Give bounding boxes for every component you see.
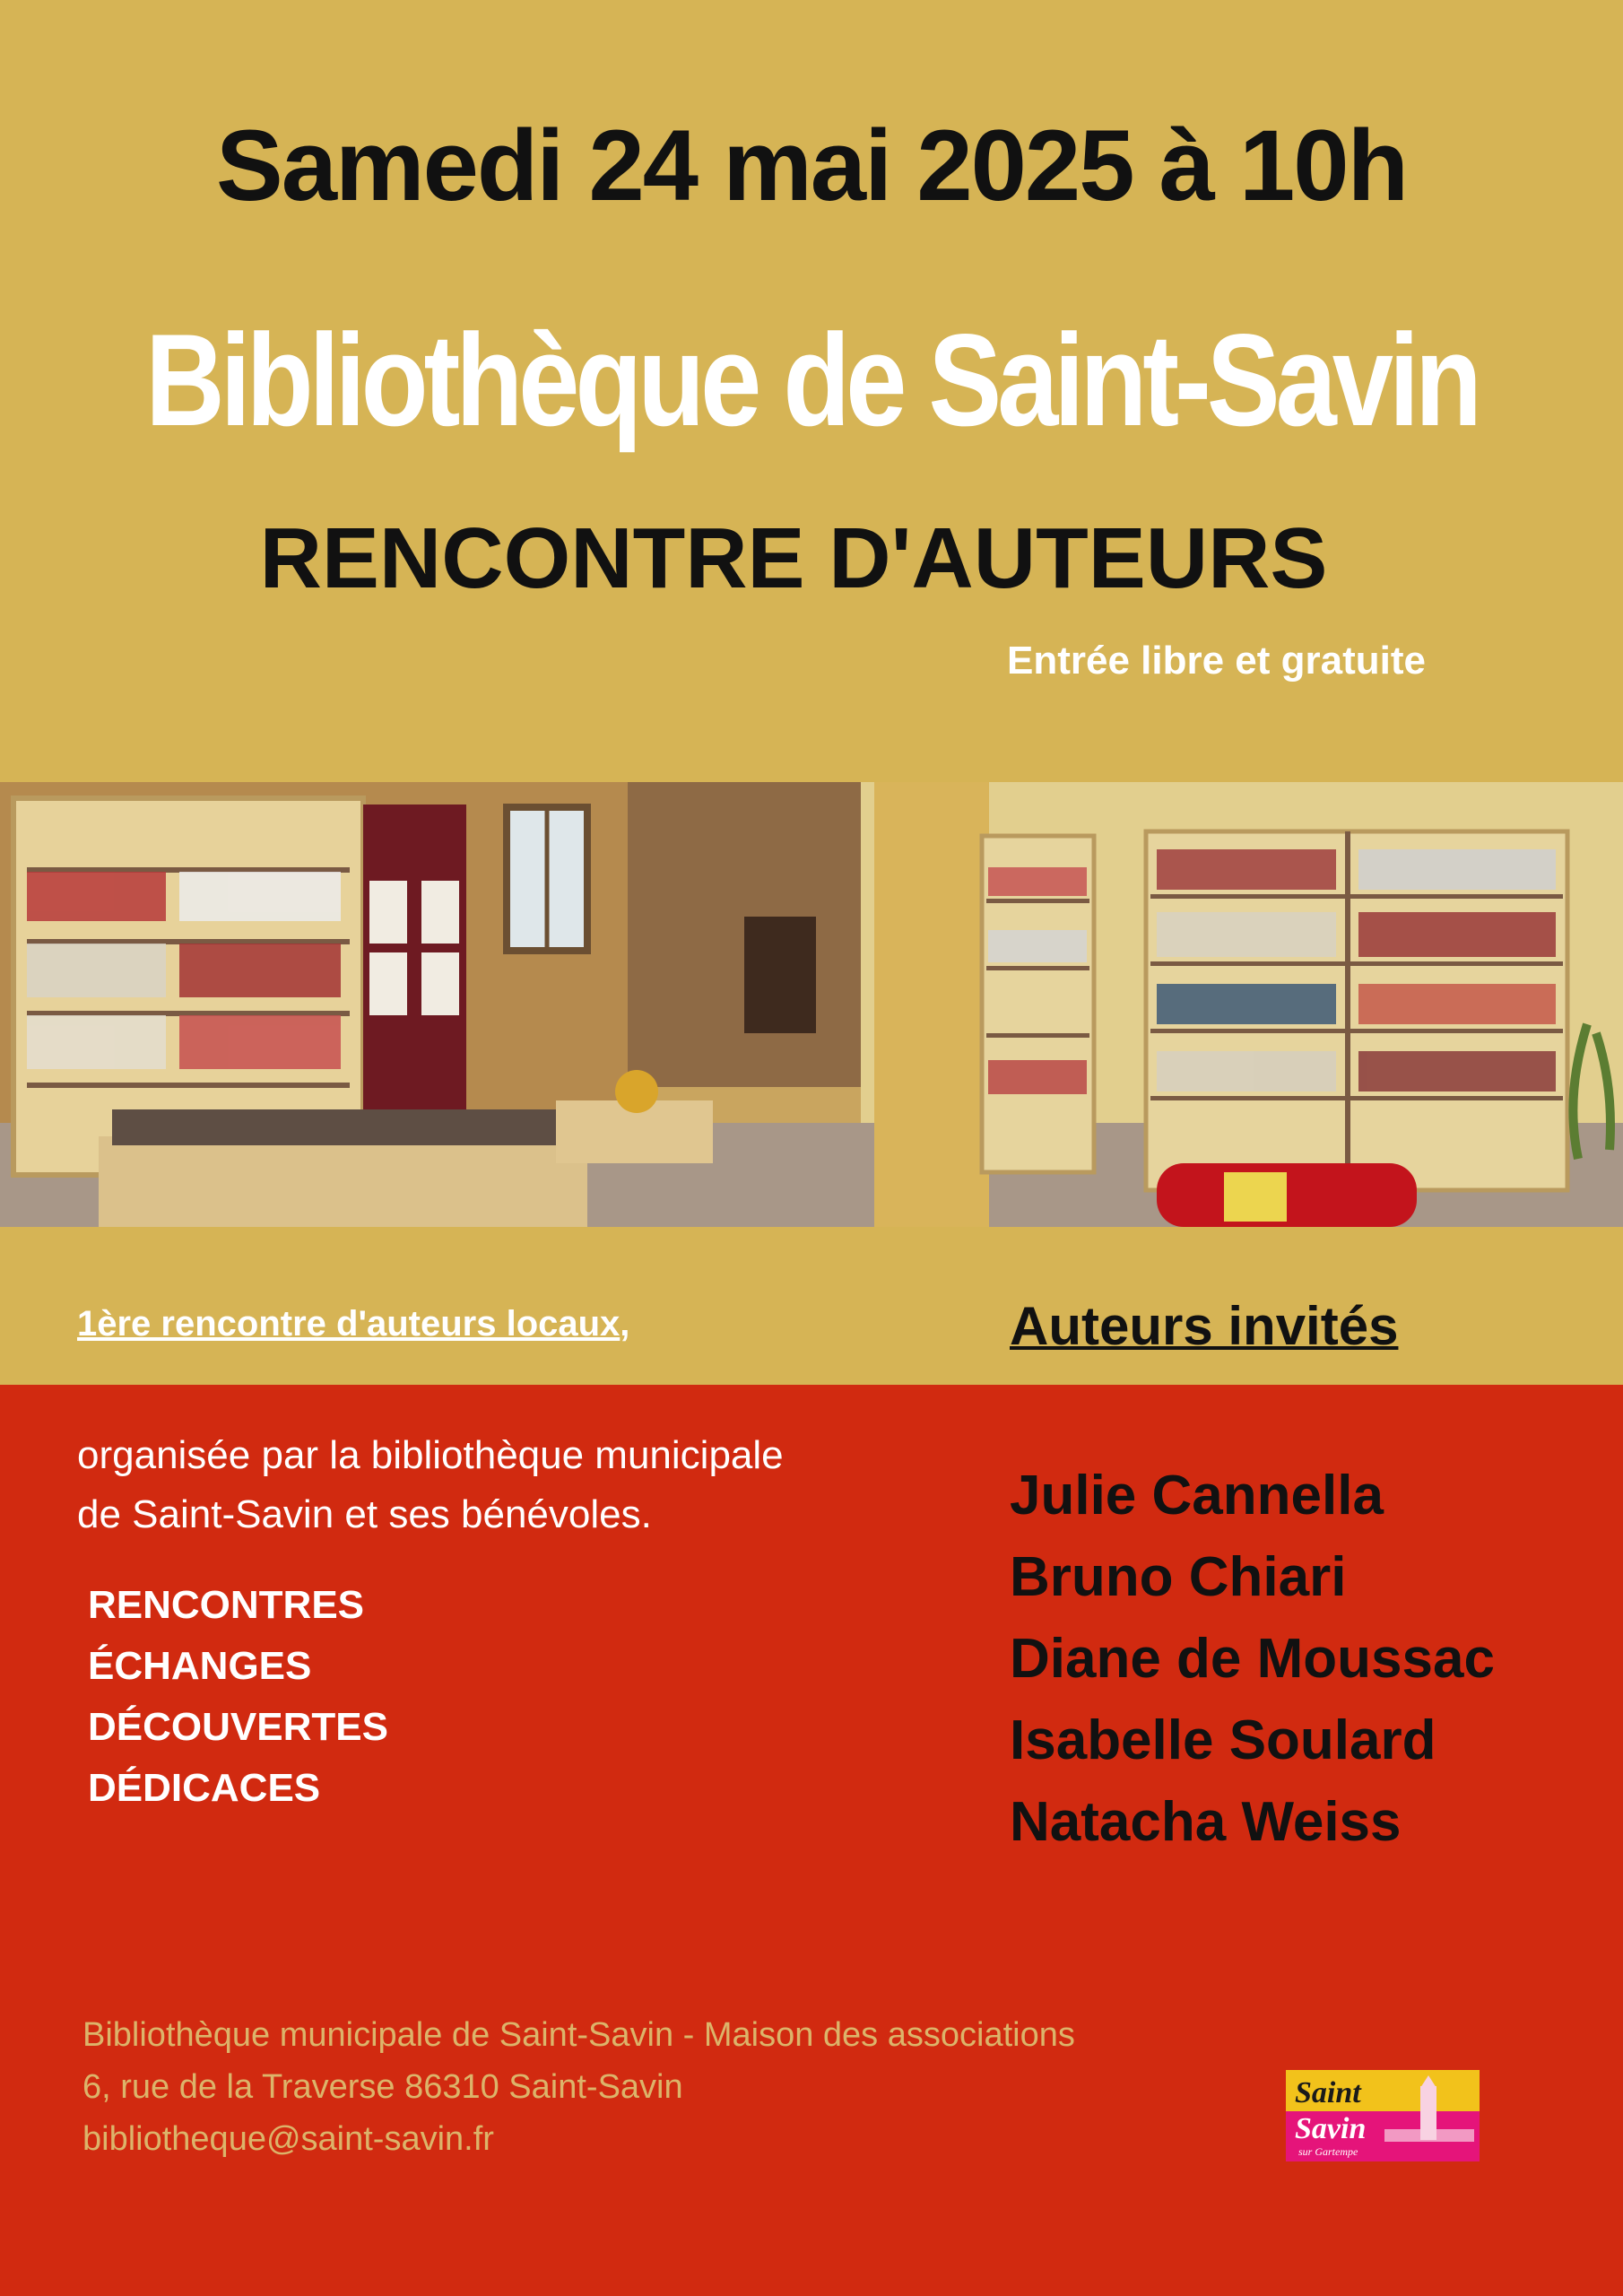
keyword-item: DÉCOUVERTES xyxy=(88,1705,388,1749)
footer-email: bibliotheque@saint-savin.fr xyxy=(82,2120,494,2158)
library-photo xyxy=(0,782,1623,1227)
keyword-item: RENCONTRES xyxy=(88,1583,365,1627)
author-name: Bruno Chiari xyxy=(1010,1546,1347,1608)
logo-word-savin: Savin xyxy=(1295,2112,1367,2145)
author-name: Natacha Weiss xyxy=(1010,1791,1402,1853)
header-section xyxy=(0,0,1623,782)
first-meeting-text xyxy=(77,1304,629,1344)
logo-word-saint: Saint xyxy=(1295,2076,1361,2109)
author-name: Diane de Moussac xyxy=(1010,1628,1495,1690)
organiser-line-1: organisée par la bibliothèque municipale xyxy=(77,1433,784,1477)
first-meeting-comma: , xyxy=(620,1304,630,1344)
event-date: Samedi 24 mai 2025 à 10h xyxy=(216,109,1407,222)
venue-title: Bibliothèque de Saint-Savin xyxy=(145,307,1478,453)
author-list xyxy=(1010,1455,1495,1863)
author-name: Julie Cannella xyxy=(1010,1465,1384,1526)
organiser-text xyxy=(77,1426,784,1544)
footer-address xyxy=(82,2009,1075,2165)
logo-subtitle: sur Gartempe xyxy=(1298,2145,1358,2158)
footer-line-1: Bibliothèque municipale de Saint-Savin - Maison des associations xyxy=(82,2016,1075,2054)
author-name: Isabelle Soulard xyxy=(1010,1709,1436,1771)
entry-info: Entrée libre et gratuite xyxy=(1006,639,1426,683)
footer-line-2: 6, rue de la Traverse 86310 Saint-Savin xyxy=(82,2068,683,2106)
event-title: RENCONTRE D'AUTEURS xyxy=(259,510,1328,606)
keyword-item: ÉCHANGES xyxy=(88,1644,312,1688)
authors-heading: Auteurs invités xyxy=(1010,1296,1399,1356)
saint-savin-logo xyxy=(1286,2070,1480,2161)
organiser-line-2: de Saint-Savin et ses bénévoles. xyxy=(77,1492,652,1536)
keyword-list xyxy=(88,1575,388,1819)
keyword-item: DÉDICACES xyxy=(88,1766,321,1810)
first-meeting-label: 1ère rencontre d'auteurs locaux xyxy=(77,1304,621,1344)
